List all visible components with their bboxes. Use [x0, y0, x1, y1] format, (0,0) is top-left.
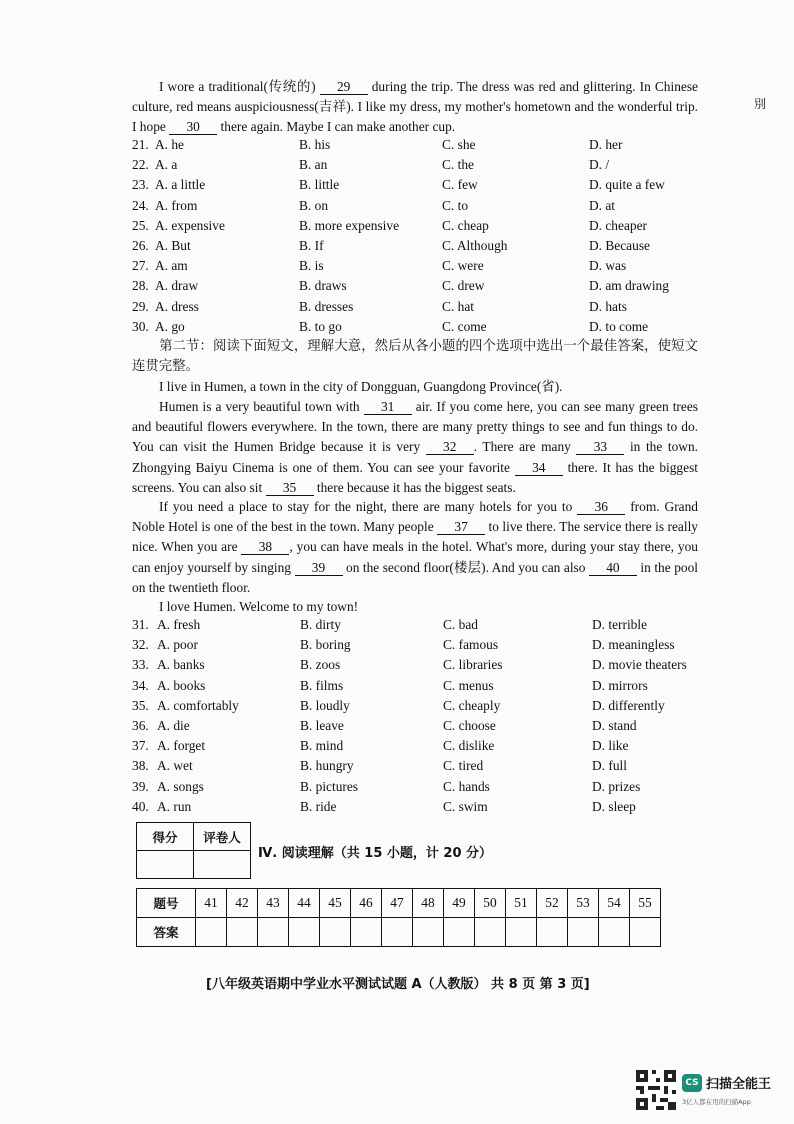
option-a: A. am	[155, 258, 188, 274]
question-number: 35.	[132, 697, 149, 713]
question-number-cell: 50	[475, 889, 506, 918]
option-b: B. dresses	[299, 298, 354, 314]
question-row	[132, 637, 712, 657]
passage2-paragraph-1: I live in Humen, a town in the city of Dongguan, Guangdong Province(省).	[159, 379, 563, 394]
option-a: A. go	[155, 318, 185, 334]
camscanner-name: 扫描全能王	[706, 1077, 772, 1092]
blank-36: 36	[577, 499, 625, 515]
answer-cell[interactable]	[444, 918, 475, 947]
option-a: A. run	[157, 798, 192, 814]
option-c: C. she	[442, 137, 476, 152]
question-row	[132, 758, 712, 778]
option-d: D. differently	[592, 697, 665, 713]
passage2-paragraph-4: I love Humen. Welcome to my town!	[159, 599, 359, 614]
option-b: B. an	[299, 157, 328, 173]
question-number-cell: 52	[537, 889, 568, 918]
option-c: C. famous	[443, 637, 499, 653]
option-b: B. zoos	[300, 657, 341, 673]
answer-cell[interactable]	[351, 918, 382, 947]
blank-32: 32	[426, 439, 474, 455]
question-row	[132, 218, 712, 238]
option-a: A. But	[155, 238, 191, 253]
question-row	[132, 157, 712, 177]
option-b: B. mind	[300, 738, 344, 754]
option-a: A. books	[157, 677, 206, 693]
question-row	[132, 738, 712, 758]
question-number: 37.	[132, 738, 149, 754]
section2-instructions: 第二节：阅读下面短文，理解大意，然后从各小题的四个选项中选出一个最佳答案，使短文连贯完整。	[132, 338, 698, 374]
option-c: C. were	[442, 258, 484, 274]
question-number: 36.	[132, 718, 149, 733]
option-c: C. hands	[443, 778, 490, 794]
option-c: C. hat	[442, 298, 474, 314]
option-d: D. her	[589, 137, 623, 152]
option-d: D. hats	[589, 298, 627, 314]
grader-cell	[194, 851, 251, 879]
score-label: 得分	[137, 823, 194, 851]
option-c: C. libraries	[443, 657, 503, 673]
camscanner-logo: CS	[682, 1074, 702, 1092]
question-number-cell: 51	[506, 889, 537, 918]
question-number-cell: 43	[258, 889, 289, 918]
option-d: D. full	[592, 758, 627, 774]
question-row	[132, 258, 712, 278]
answer-cell[interactable]	[320, 918, 351, 947]
option-c: C. come	[442, 318, 487, 334]
option-b: B. little	[299, 177, 340, 193]
question-number: 25.	[132, 217, 149, 233]
answer-row-label: 答案	[137, 918, 196, 947]
blank-39: 39	[295, 560, 343, 576]
question-number: 22.	[132, 157, 149, 173]
question-number: 28.	[132, 278, 149, 294]
option-d: D. quite a few	[589, 177, 665, 193]
option-d: D. cheaper	[589, 217, 647, 233]
passage2-paragraph-3: If you need a place to stay for the night, there are many hotels for you to 36 from. Grand Noble Hotel is one of the best in the town. Many people 37 to live there. The service there is really nice. When you are 38 , you can have meals in the hotel. What's more, during your stay there, you can enjoy yourself by singing 39 on the second floor(楼层). And you can also 40 in the pool on the twentieth floor.	[132, 499, 698, 595]
option-d: D. movie theaters	[592, 657, 687, 673]
option-d: D. was	[589, 258, 627, 274]
question-row	[132, 617, 712, 637]
option-b: B. is	[299, 258, 324, 274]
option-a: A. forget	[157, 738, 206, 754]
answer-cell[interactable]	[630, 918, 661, 947]
question-number-cell: 55	[630, 889, 661, 918]
option-a: A. fresh	[157, 617, 201, 632]
option-d: D. mirrors	[592, 677, 648, 693]
blank-29: 29	[320, 79, 368, 95]
option-d: D. to come	[589, 318, 649, 334]
blank-35: 35	[266, 480, 314, 496]
option-a: A. die	[157, 718, 190, 733]
option-d: D. terrible	[592, 617, 648, 632]
question-number: 21.	[132, 137, 149, 152]
question-number-cell: 53	[568, 889, 599, 918]
question-number-cell: 48	[413, 889, 444, 918]
margin-note: 別	[754, 97, 767, 111]
option-d: D. /	[589, 157, 610, 173]
question-number: 32.	[132, 637, 149, 653]
option-c: C. the	[442, 157, 474, 173]
camscanner-tagline: 3亿人都在用的扫描App	[682, 1098, 751, 1106]
question-number-cell: 42	[227, 889, 258, 918]
blank-33: 33	[576, 439, 624, 455]
option-b: B. leave	[300, 718, 344, 733]
question-number: 31.	[132, 617, 149, 632]
question-row	[132, 678, 712, 698]
option-b: B. draws	[299, 278, 347, 294]
option-a: A. poor	[157, 637, 198, 653]
question-row	[132, 698, 712, 718]
option-d: D. sleep	[592, 798, 636, 814]
option-a: A. expensive	[155, 217, 225, 233]
grader-label: 评卷人	[194, 823, 251, 851]
question-number: 27.	[132, 258, 149, 274]
option-a: A. songs	[157, 778, 204, 794]
option-b: B. If	[299, 238, 324, 253]
option-d: D. stand	[592, 718, 637, 733]
question-number: 33.	[132, 657, 149, 673]
option-a: A. a little	[155, 177, 206, 193]
option-c: C. choose	[443, 718, 496, 733]
option-d: D. Because	[589, 238, 650, 253]
answer-cell[interactable]	[382, 918, 413, 947]
option-b: B. on	[299, 197, 329, 213]
blank-31: 31	[364, 399, 412, 415]
answer-cell[interactable]	[196, 918, 227, 947]
answer-cell[interactable]	[227, 918, 258, 947]
question-number: 29.	[132, 298, 149, 314]
question-number-cell: 54	[599, 889, 630, 918]
blank-34: 34	[515, 460, 563, 476]
option-a: A. from	[155, 197, 198, 213]
option-c: C. cheap	[442, 217, 489, 233]
option-b: B. pictures	[300, 778, 359, 794]
question-number: 30.	[132, 318, 149, 334]
option-b: B. films	[300, 677, 344, 693]
option-b: B. loudly	[300, 697, 350, 713]
question-number-cell: 46	[351, 889, 382, 918]
option-a: A. dress	[155, 298, 199, 314]
option-c: C. few	[442, 177, 478, 193]
option-d: D. like	[592, 738, 629, 754]
page-footer: [八年级英语期中学业水平测试试题 A（人教版） 共 8 页 第 3 页]	[206, 977, 590, 992]
answer-table-header: 题号	[137, 889, 196, 918]
option-d: D. am drawing	[589, 278, 669, 294]
option-a: A. wet	[157, 758, 193, 774]
option-d: D. at	[589, 197, 616, 213]
answer-table	[136, 888, 661, 947]
option-c: C. to	[442, 197, 469, 213]
option-c: C. Although	[442, 238, 508, 253]
scanner-watermark	[636, 1070, 786, 1114]
option-b: B. his	[299, 137, 331, 152]
question-row	[132, 718, 712, 738]
answer-cell[interactable]	[506, 918, 537, 947]
option-a: A. a	[155, 157, 178, 173]
answer-cell[interactable]	[258, 918, 289, 947]
question-row	[132, 779, 712, 799]
question-row	[132, 198, 712, 218]
answer-cell[interactable]	[599, 918, 630, 947]
question-number: 39.	[132, 778, 149, 794]
question-row	[132, 299, 712, 319]
blank-37: 37	[437, 519, 485, 535]
option-c: C. swim	[443, 798, 488, 814]
option-c: C. drew	[442, 278, 485, 294]
question-number: 38.	[132, 758, 149, 774]
option-c: C. bad	[443, 617, 478, 632]
option-a: A. draw	[155, 278, 199, 294]
grader-box	[136, 822, 251, 879]
question-row	[132, 137, 712, 157]
option-b: B. more expensive	[299, 217, 400, 233]
option-c: C. tired	[443, 758, 484, 774]
question-row	[132, 177, 712, 197]
question-row	[132, 657, 712, 677]
blank-40: 40	[589, 560, 637, 576]
option-d: D. meaningless	[592, 637, 675, 653]
question-row	[132, 278, 712, 298]
question-row	[132, 238, 712, 258]
option-b: B. ride	[300, 798, 337, 814]
option-b: B. dirty	[300, 617, 341, 632]
option-c: C. menus	[443, 677, 494, 693]
answer-cell[interactable]	[537, 918, 568, 947]
option-c: C. cheaply	[443, 697, 501, 713]
answer-cell[interactable]	[568, 918, 599, 947]
question-number: 40.	[132, 798, 149, 814]
answer-cell[interactable]	[413, 918, 444, 947]
question-number-cell: 47	[382, 889, 413, 918]
question-number: 23.	[132, 177, 149, 193]
question-number: 34.	[132, 677, 149, 693]
option-b: B. hungry	[300, 758, 354, 774]
blank-38: 38	[241, 539, 289, 555]
option-c: C. dislike	[443, 738, 495, 754]
question-number: 24.	[132, 197, 149, 213]
question-row	[132, 799, 712, 819]
question-number: 26.	[132, 238, 149, 253]
score-cell	[137, 851, 194, 879]
question-number-cell: 45	[320, 889, 351, 918]
option-a: A. he	[155, 137, 185, 152]
answer-cell[interactable]	[289, 918, 320, 947]
question-number-cell: 41	[196, 889, 227, 918]
qr-code-icon	[636, 1070, 676, 1110]
passage1-end: I wore a traditional(传统的) 29 during the trip. The dress was red and glittering. In Chinese culture, red means auspiciousness(吉祥). I like my dress, my mother's hometown and the wonderful trip. I hope 30 there again. Maybe I can make another cup.	[132, 79, 698, 135]
option-b: B. boring	[300, 637, 351, 653]
question-number-cell: 44	[289, 889, 320, 918]
blank-30: 30	[169, 119, 217, 135]
option-a: A. banks	[157, 657, 205, 673]
section4-title: Ⅳ. 阅读理解（共 15 小题，计 20 分）	[258, 846, 493, 861]
answer-cell[interactable]	[475, 918, 506, 947]
question-number-cell: 49	[444, 889, 475, 918]
option-d: D. prizes	[592, 778, 641, 794]
option-b: B. to go	[299, 318, 342, 334]
option-a: A. comfortably	[157, 697, 239, 713]
passage2-paragraph-2: Humen is a very beautiful town with 31 air. If you come here, you can see many green trees and beautiful flowers everywhere. In the town, there are many pretty things to see and fun things to do. You can visit the Humen Bridge because it is very 32 . There are many 33 in the town. Zhongying Baiyu Cinema is one of them. You can see your favorite 34 there. It has the biggest screens. You can also sit 35 there because it has the biggest seats.	[132, 399, 698, 495]
